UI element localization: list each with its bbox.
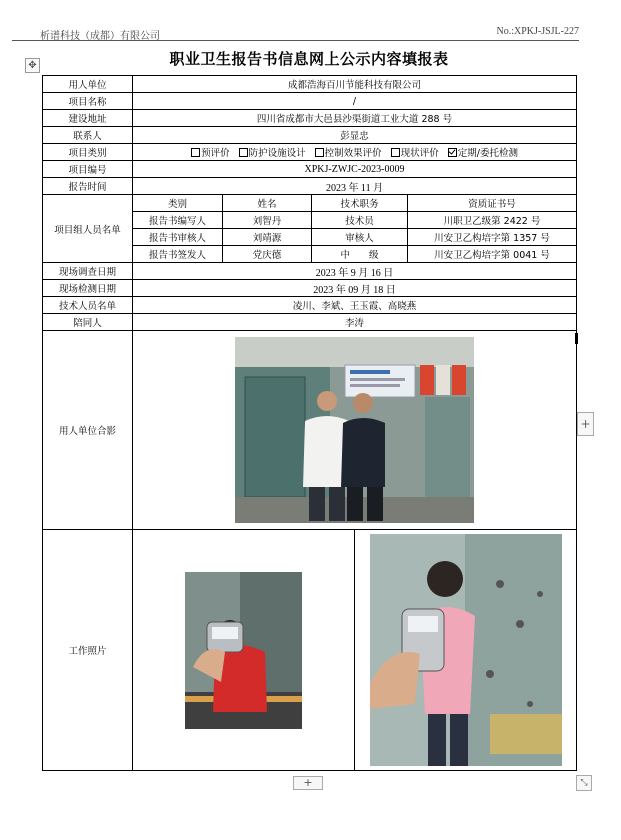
row-category bbox=[43, 144, 577, 161]
team-name[interactable]: 刘靖源 bbox=[223, 229, 312, 246]
row-address bbox=[43, 110, 577, 127]
value-project-no[interactable]: XPKJ-ZWJC-2023-0009 bbox=[133, 161, 577, 178]
team-title[interactable]: 技术员 bbox=[312, 212, 408, 229]
label-work-photo: 工作照片 bbox=[43, 530, 133, 771]
group-photo-cell bbox=[133, 331, 577, 530]
value-project-name[interactable]: / bbox=[133, 93, 577, 110]
team-header-title: 技术职务 bbox=[312, 195, 408, 212]
row-test-date bbox=[43, 280, 577, 297]
category-option-protection-design[interactable]: 防护设施设计 bbox=[239, 145, 306, 159]
value-contact[interactable]: 彭显忠 bbox=[133, 127, 577, 144]
row-work-photo bbox=[43, 530, 577, 771]
checkbox-icon[interactable] bbox=[315, 148, 324, 157]
label-category: 项目类别 bbox=[43, 144, 133, 161]
row-employer bbox=[43, 76, 577, 93]
team-name[interactable]: 刘智丹 bbox=[223, 212, 312, 229]
header-doc-number: No.:XPKJ-JSJL-227 bbox=[496, 26, 579, 37]
checkbox-icon[interactable] bbox=[239, 148, 248, 157]
category-option-pre-evaluation[interactable]: 预评价 bbox=[191, 145, 230, 159]
row-technicians bbox=[43, 297, 577, 314]
label-survey-date: 现场调查日期 bbox=[43, 263, 133, 280]
team-header-row bbox=[43, 195, 577, 212]
row-report-time bbox=[43, 178, 577, 195]
label-project-name: 项目名称 bbox=[43, 93, 133, 110]
value-address[interactable]: 四川省成都市大邑县沙渠街道工业大道 288 号 bbox=[133, 110, 577, 127]
team-role[interactable]: 报告书签发人 bbox=[133, 246, 223, 263]
group-photo-image[interactable] bbox=[235, 337, 474, 523]
team-header-name: 姓名 bbox=[223, 195, 312, 212]
row-group-photo bbox=[43, 331, 577, 530]
label-employer: 用人单位 bbox=[43, 76, 133, 93]
row-project-no bbox=[43, 161, 577, 178]
work-photo-svg-2 bbox=[370, 534, 562, 766]
checkbox-checked-icon[interactable] bbox=[448, 148, 457, 157]
team-header-role: 类别 bbox=[133, 195, 223, 212]
work-photo-svg-1 bbox=[185, 572, 302, 729]
row-escort bbox=[43, 314, 577, 331]
team-cert[interactable]: 川安卫乙构培字第 0041 号 bbox=[408, 246, 577, 263]
team-header-cert: 资质证书号 bbox=[408, 195, 577, 212]
label-test-date: 现场检测日期 bbox=[43, 280, 133, 297]
add-row-button[interactable]: + bbox=[293, 776, 323, 790]
value-survey-date[interactable]: 2023 年 9 月 16 日 bbox=[133, 263, 577, 280]
value-escort[interactable]: 李涛 bbox=[133, 314, 577, 331]
team-title[interactable]: 审核人 bbox=[312, 229, 408, 246]
label-technicians: 技术人员名单 bbox=[43, 297, 133, 314]
work-photo-image-2[interactable] bbox=[370, 534, 562, 766]
team-cert[interactable]: 川安卫乙构培字第 1357 号 bbox=[408, 229, 577, 246]
category-options bbox=[133, 144, 577, 161]
label-escort: 陪同人 bbox=[43, 314, 133, 331]
value-technicians[interactable]: 凌川、李斌、王玉霞、高晓燕 bbox=[133, 297, 577, 314]
work-photo-cell-1 bbox=[133, 530, 355, 771]
table-move-handle-icon[interactable]: ✥ bbox=[25, 58, 40, 73]
team-title[interactable]: 中 级 bbox=[312, 246, 408, 263]
header-company: 析谱科技（成都）有限公司 bbox=[40, 31, 160, 42]
team-name[interactable]: 党庆德 bbox=[223, 246, 312, 263]
checkbox-icon[interactable] bbox=[391, 148, 400, 157]
label-contact: 联系人 bbox=[43, 127, 133, 144]
group-photo-svg bbox=[235, 337, 474, 523]
category-option-periodic-testing[interactable]: 定期/委托检测 bbox=[448, 145, 518, 159]
team-role[interactable]: 报告书审核人 bbox=[133, 229, 223, 246]
row-project-name bbox=[43, 93, 577, 110]
table-edge-marker bbox=[575, 333, 578, 344]
label-group-photo: 用人单位合影 bbox=[43, 331, 133, 530]
team-role[interactable]: 报告书编写人 bbox=[133, 212, 223, 229]
work-photo-image-1[interactable] bbox=[185, 572, 302, 729]
category-option-control-effect[interactable]: 控制效果评价 bbox=[315, 145, 382, 159]
row-survey-date bbox=[43, 263, 577, 280]
header-divider bbox=[12, 40, 579, 41]
page-title: 职业卫生报告书信息网上公示内容填报表 bbox=[169, 50, 449, 68]
checkbox-icon[interactable] bbox=[191, 148, 200, 157]
label-team: 项目组人员名单 bbox=[43, 195, 133, 263]
label-address: 建设地址 bbox=[43, 110, 133, 127]
work-photo-cell-2 bbox=[355, 530, 577, 771]
add-column-button[interactable]: + bbox=[577, 412, 594, 436]
team-cert[interactable]: 川职卫乙级第 2422 号 bbox=[408, 212, 577, 229]
label-report-time: 报告时间 bbox=[43, 178, 133, 195]
value-report-time[interactable]: 2023 年 11 月 bbox=[133, 178, 577, 195]
value-test-date[interactable]: 2023 年 09 月 18 日 bbox=[133, 280, 577, 297]
label-project-no: 项目编号 bbox=[43, 161, 133, 178]
table-resize-handle-icon[interactable]: ⤡ bbox=[576, 775, 592, 791]
disclosure-form-table bbox=[42, 75, 577, 771]
row-contact bbox=[43, 127, 577, 144]
value-employer[interactable]: 成都浩海百川节能科技有限公司 bbox=[133, 76, 577, 93]
category-option-status-evaluation[interactable]: 现状评价 bbox=[391, 145, 439, 159]
